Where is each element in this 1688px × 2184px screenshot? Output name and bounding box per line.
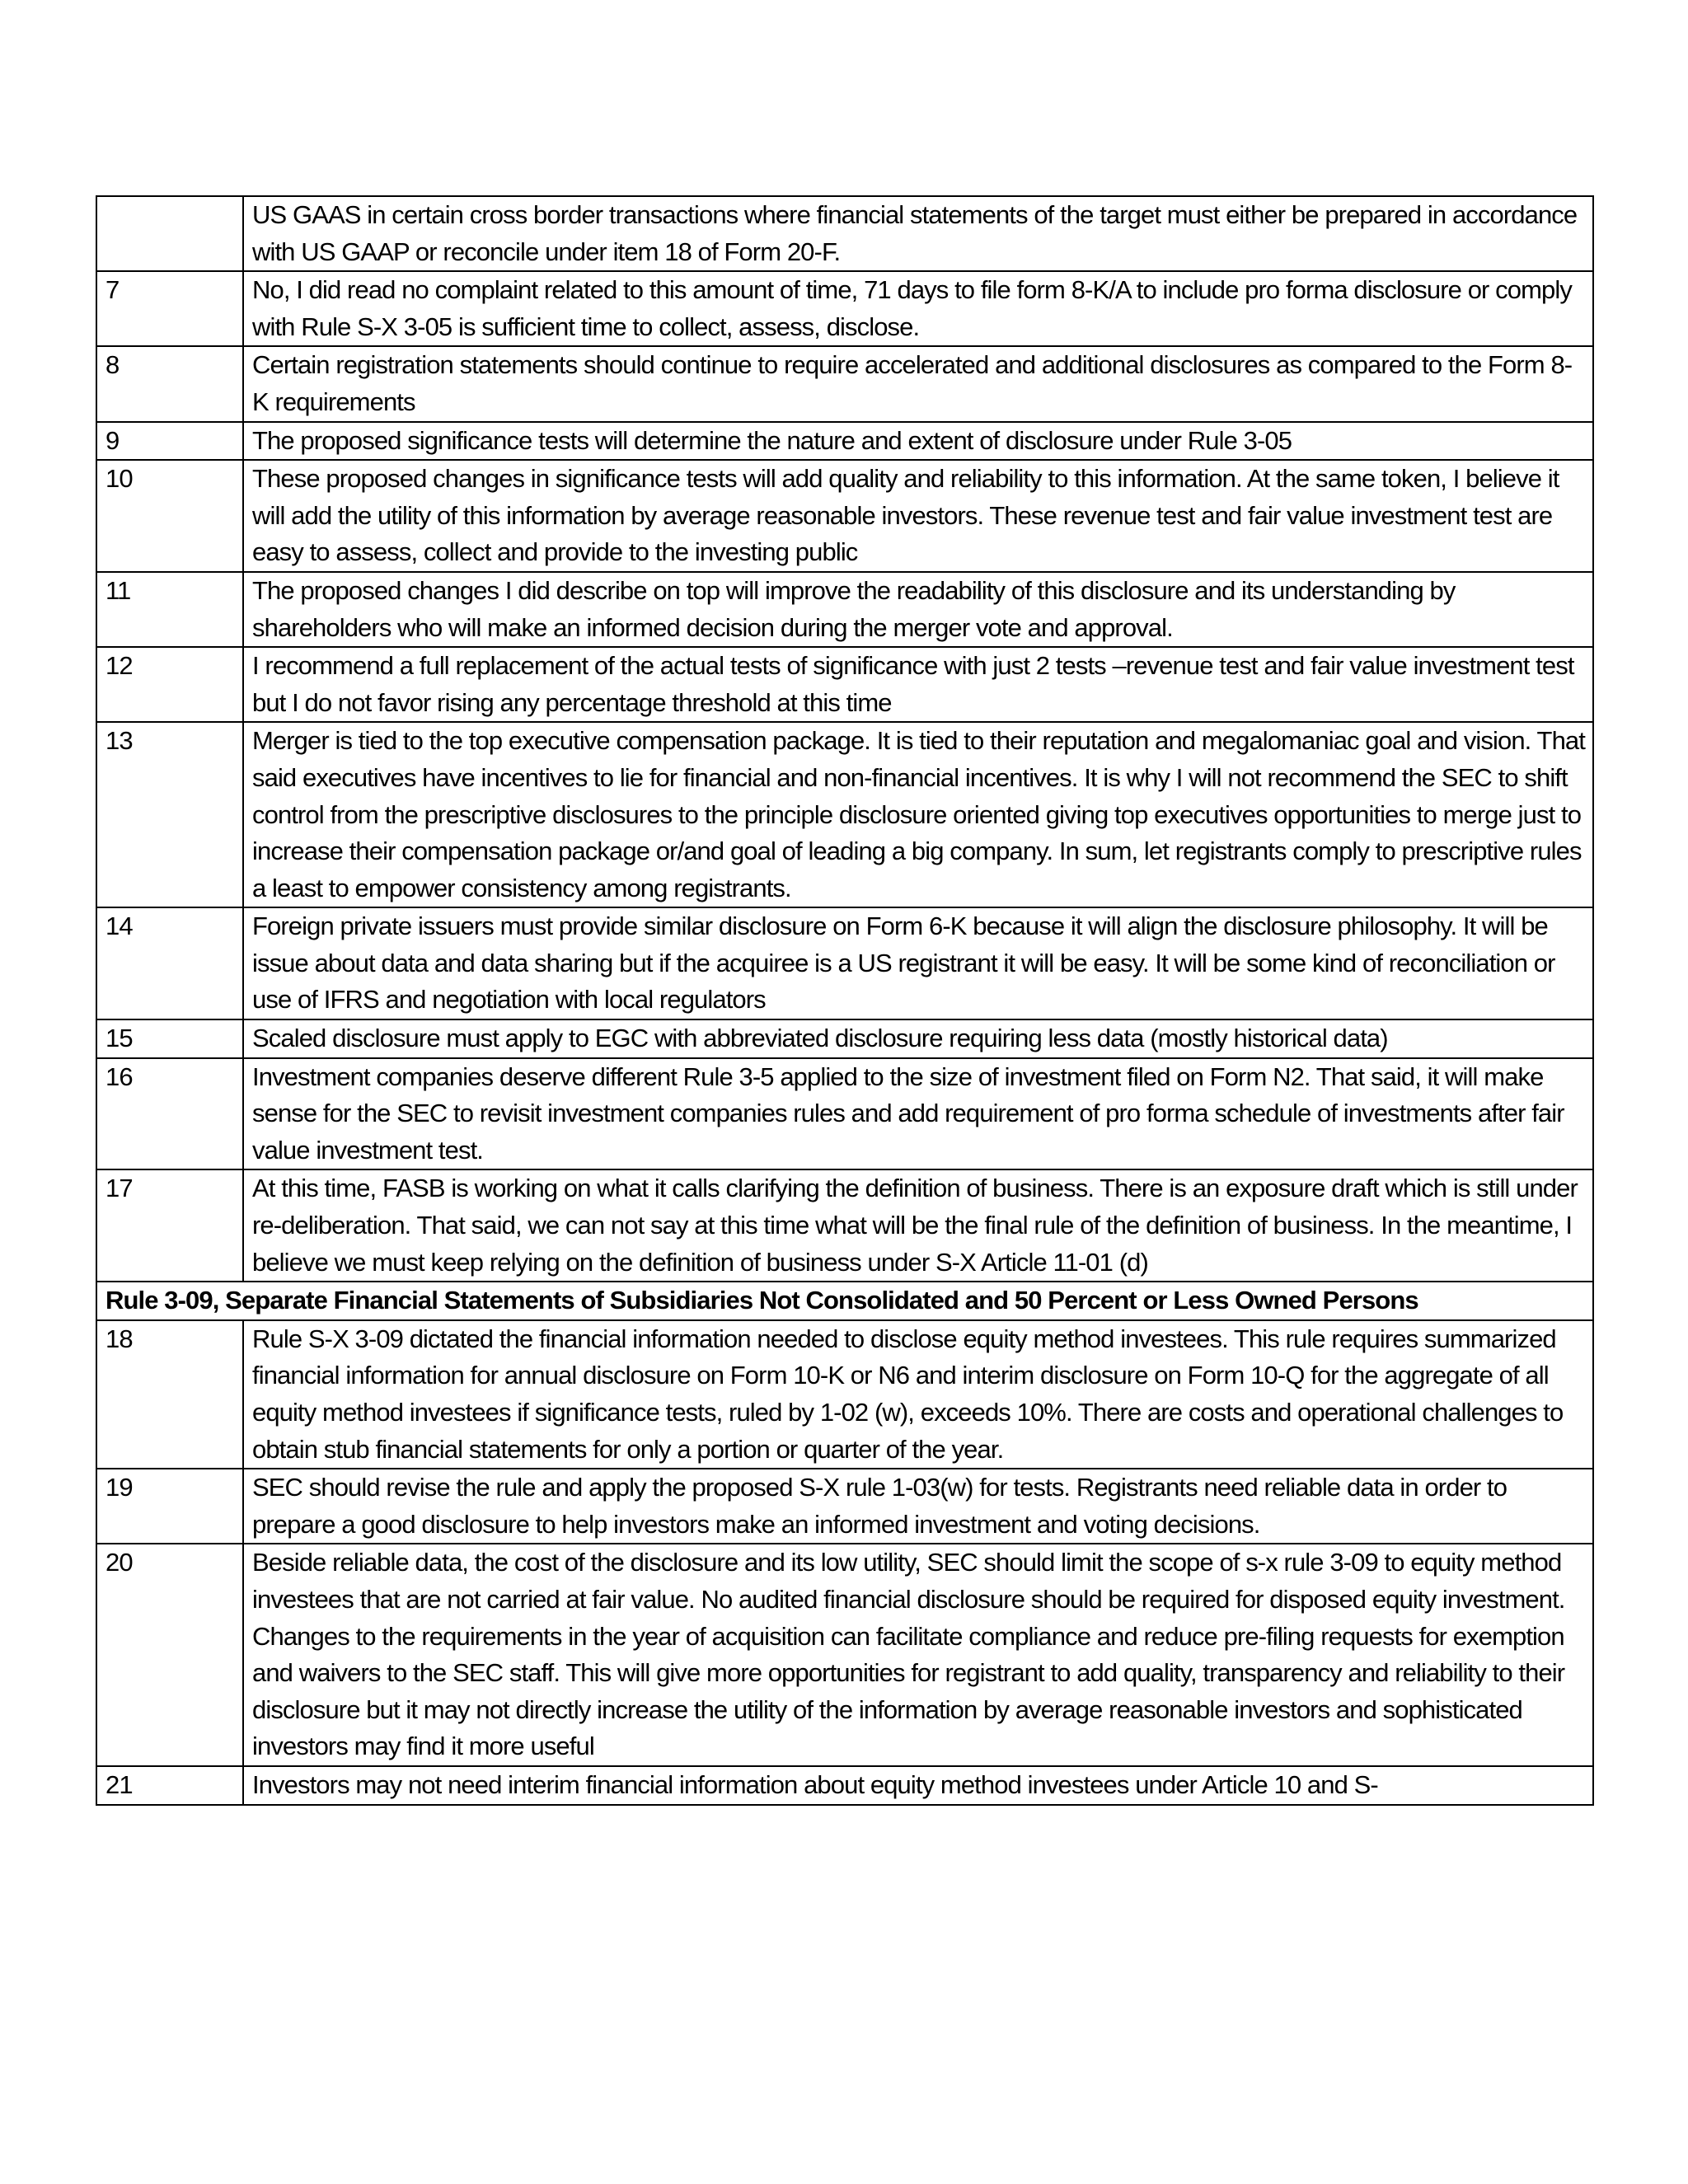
row-text: Rule S-X 3-09 dictated the financial information needed to disclose equity method investees. This rule requires summarized financial information for annual disclosure on Form 10-K or N6 and interim disclosure on Form 10-Q for the aggregate of all equity method investees if significance tests, ruled by 1-02 (w), exceeds 10%. There are costs and operational challenges to obtain stub financial statements for only a portion or quarter of the year.: [243, 1320, 1593, 1469]
table-row: [96, 346, 1593, 421]
row-number: 13: [96, 722, 243, 907]
table-row: [96, 422, 1593, 461]
table-row: [96, 196, 1593, 271]
row-number: 12: [96, 647, 243, 722]
table-row: [96, 1544, 1593, 1766]
row-text: Merger is tied to the top executive compensation package. It is tied to their reputation and megalomaniac goal and vision. That said executives have incentives to lie for financial and non-financial incentives. It is why I will not recommend the SEC to shift control from the prescriptive disclosures to the principle disclosure oriented giving top executives opportunities to merge just to increase their compensation package or/and goal of leading a big company. In sum, let registrants comply to prescriptive rules a least to empower consistency among registrants.: [243, 722, 1593, 907]
table-row: [96, 572, 1593, 647]
row-number: 11: [96, 572, 243, 647]
row-text: These proposed changes in significance tests will add quality and reliability to this information. At the same token, I believe it will add the utility of this information by average reasonable investors. These revenue test and fair value investment test are easy to assess, collect and provide to the investing public: [243, 460, 1593, 572]
table-row: [96, 647, 1593, 722]
row-text: Beside reliable data, the cost of the disclosure and its low utility, SEC should limit the scope of s-x rule 3-09 to equity method investees that are not carried at fair value. No audited financial disclosure should be required for disposed equity investment. Changes to the requirements in the year of acquisition can facilitate compliance and reduce pre-filing requests for exemption and waivers to the SEC staff. This will give more opportunities for registrant to add quality, transparency and reliability to their disclosure but it may not directly increase the utility of the information by average reasonable investors and sophisticated investors may find it more useful: [243, 1544, 1593, 1766]
row-number: 18: [96, 1320, 243, 1469]
table-row: [96, 271, 1593, 346]
row-text: Scaled disclosure must apply to EGC with abbreviated disclosure requiring less data (mostly historical data): [243, 1019, 1593, 1058]
row-number: 10: [96, 460, 243, 572]
row-text: I recommend a full replacement of the actual tests of significance with just 2 tests –revenue test and fair value investment test but I do not favor rising any percentage threshold at this time: [243, 647, 1593, 722]
row-number: 15: [96, 1019, 243, 1058]
section-heading: Rule 3-09, Separate Financial Statements of Subsidiaries Not Consolidated and 50 Percent or Less Owned Persons: [96, 1282, 1593, 1320]
table-row: [96, 722, 1593, 907]
row-number: 19: [96, 1469, 243, 1544]
row-number: 17: [96, 1169, 243, 1282]
row-text: The proposed significance tests will determine the nature and extent of disclosure under Rule 3-05: [243, 422, 1593, 461]
row-number: 8: [96, 346, 243, 421]
table-row: [96, 1766, 1593, 1805]
row-text: At this time, FASB is working on what it calls clarifying the definition of business. There is an exposure draft which is still under re-deliberation. That said, we can not say at this time what will be the final rule of the definition of business. In the meantime, I believe we must keep relying on the definition of business under S-X Article 11-01 (d): [243, 1169, 1593, 1282]
table-row: [96, 460, 1593, 572]
row-number: 16: [96, 1058, 243, 1170]
row-text: Foreign private issuers must provide similar disclosure on Form 6-K because it will align the disclosure philosophy. It will be issue about data and data sharing but if the acquiree is a US registrant it will be easy. It will be some kind of reconciliation or use of IFRS and negotiation with local regulators: [243, 907, 1593, 1019]
row-text: SEC should revise the rule and apply the proposed S-X rule 1-03(w) for tests. Registrants need reliable data in order to prepare a good disclosure to help investors make an informed investment and voting decisions.: [243, 1469, 1593, 1544]
comment-table: [96, 195, 1594, 1806]
row-number: 9: [96, 422, 243, 461]
row-text: US GAAS in certain cross border transactions where financial statements of the target must either be prepared in accordance with US GAAP or reconcile under item 18 of Form 20-F.: [243, 196, 1593, 271]
table-row: [96, 1058, 1593, 1170]
table-row: [96, 1320, 1593, 1469]
row-text: No, I did read no complaint related to this amount of time, 71 days to file form 8-K/A to include pro forma disclosure or comply with Rule S-X 3-05 is sufficient time to collect, assess, disclose.: [243, 271, 1593, 346]
row-text: Investors may not need interim financial information about equity method investees under Article 10 and S-: [243, 1766, 1593, 1805]
table-row: [96, 1019, 1593, 1058]
row-text: Investment companies deserve different Rule 3-5 applied to the size of investment filed on Form N2. That said, it will make sense for the SEC to revisit investment companies rules and add requirement of pro forma schedule of investments after fair value investment test.: [243, 1058, 1593, 1170]
row-text: Certain registration statements should continue to require accelerated and additional disclosures as compared to the Form 8-K requirements: [243, 346, 1593, 421]
table-row: [96, 907, 1593, 1019]
comment-table-body: [96, 196, 1593, 1805]
section-heading-row: [96, 1282, 1593, 1320]
row-number: [96, 196, 243, 271]
row-number: 14: [96, 907, 243, 1019]
row-text: The proposed changes I did describe on top will improve the readability of this disclosure and its understanding by shareholders who will make an informed decision during the merger vote and approval.: [243, 572, 1593, 647]
row-number: 20: [96, 1544, 243, 1766]
row-number: 7: [96, 271, 243, 346]
table-row: [96, 1169, 1593, 1282]
table-row: [96, 1469, 1593, 1544]
row-number: 21: [96, 1766, 243, 1805]
